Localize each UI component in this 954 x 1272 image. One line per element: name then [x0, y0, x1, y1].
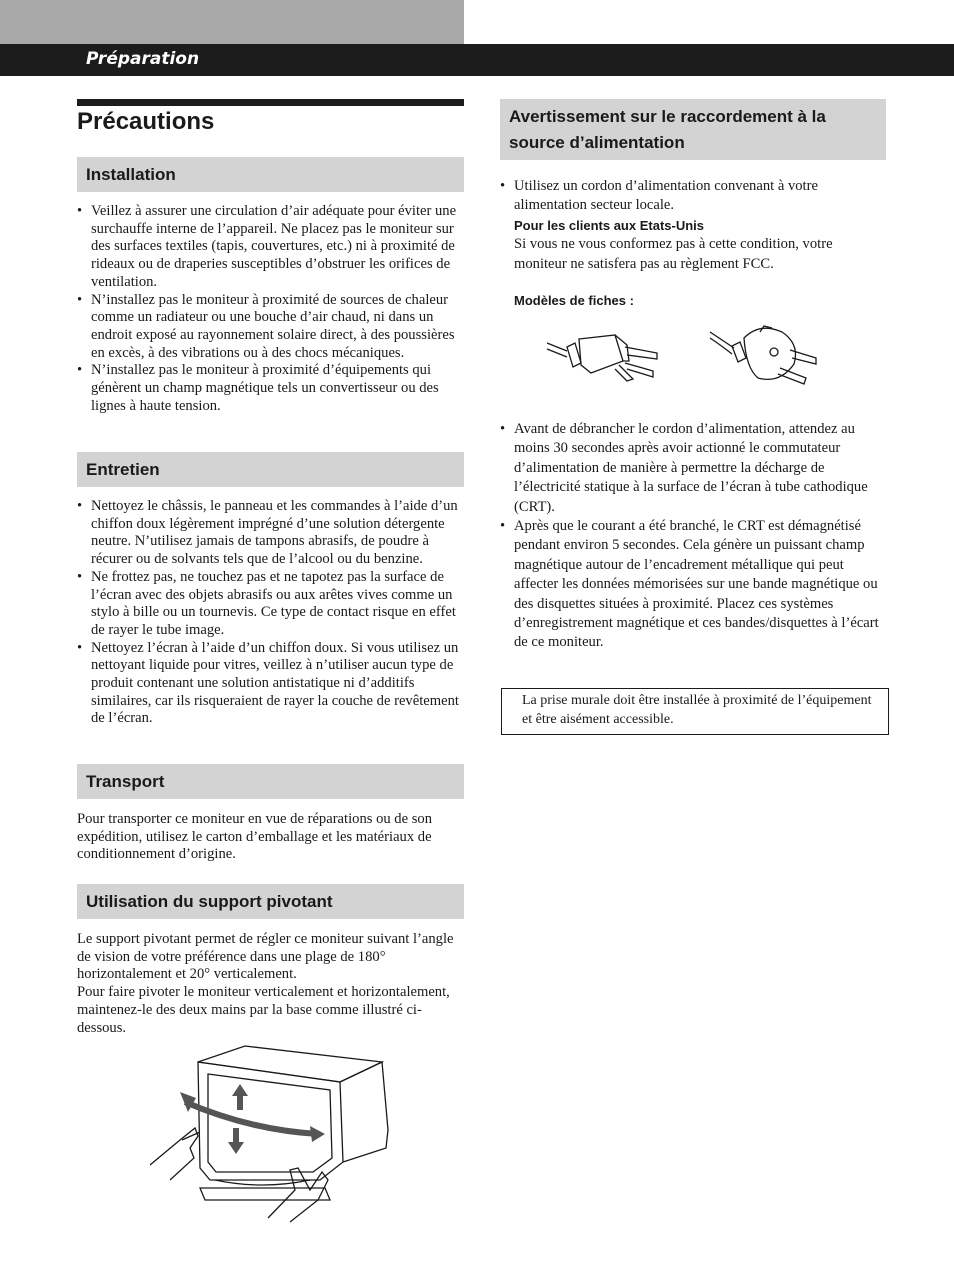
entretien-heading: Entretien [77, 452, 464, 487]
support-paragraph: Le support pivotant permet de régler ce moniteur suivant l’angle de vision de votre préférence dans une plage de 180° horizontalement et 20° verticalement. [77, 931, 454, 983]
list-item: • Nettoyez l’écran à l’aide d’un chiffon doux. Si vous utilisez un nettoyant liquide pour vitres, veillez à n’utiliser aucun type de produit contenant une solution antistatique ni d’additifs similaires, car ils risqueraient de rayer la couche de revêtement de l’écran. [77, 640, 467, 729]
avertissement-bullets [500, 420, 885, 653]
list-item: • N’installez pas le moniteur à proximité d’équipements qui génèrent un champ magnétique tels un convertisseur ou des lignes à haute tension. [77, 362, 467, 415]
list-item: • Avant de débrancher le cordon d’alimentation, attendez au moins 30 secondes après avoir actionné le commutateur d’alimentation de manière à permettre la décharge de l’électricité statique à la surface de l’écran à tube cathodique (CRT). [500, 420, 885, 517]
title-rule [77, 99, 464, 106]
power-cord-text: • Utilisez un cordon d’alimentation convenant à votre alimentation secteur locale. [514, 178, 818, 214]
transport-heading: Transport [77, 764, 464, 799]
us-clients-text: Si vous ne vous conformez pas à cette condition, votre moniteur ne satisfera pas au règlement FCC. [514, 236, 833, 272]
us-clients-label: Pour les clients aux Etats-Unis [514, 217, 705, 233]
list-item: • Nettoyez le châssis, le panneau et les commandes à l’aide d’un chiffon doux légèrement imprégné d’une solution détergente neutre. N’utilisez jamais de tampons abrasifs, de poudre à récurer ou de solvants tels que de l’alcool ou du benzine. [77, 498, 467, 569]
list-item: • N’installez pas le moniteur à proximité de sources de chaleur comme un radiateur ou une bouche d’air chaud, ni dans un endroit exposé au rayonnement solaire direct, à des poussières en excès, à des vibrations ou à des chocs mécaniques. [77, 292, 467, 363]
support-paragraph: Pour faire pivoter le moniteur verticalement et horizontalement, maintenez-le des deux mains par la base comme illustré ci-dessous. [77, 984, 450, 1036]
list-item: • Après que le courant a été branché, le CRT est démagnétisé pendant environ 5 secondes. Cela génère un puissant champ magnétique autour de l’encadrement métallique qui peut affecter les données mémorisées sur une bande magnétique ou des disquettes situées à proximité. Placez ces systèmes d’enregistrement magnétique et ces bandes/disquettes à l’écart de ce moniteur. [500, 517, 885, 653]
plug-models-label: Modèles de fiches : [514, 293, 634, 308]
us-plug-illustration [545, 325, 670, 385]
list-item [500, 177, 885, 274]
avertissement-heading: Avertissement sur le raccordement à la source d’alimentation [500, 99, 886, 160]
list-item: • Veillez à assurer une circulation d’air adéquate pour éviter une surchauffe interne de l’appareil. Ne placez pas le moniteur sur des surfaces textiles (tapis, couvertures, etc.) ni à proximité de rideaux ou de draperies susceptibles d’obstruer les orifices de ventilation. [77, 203, 467, 292]
page-title: Précautions [77, 108, 215, 135]
avertissement-intro [500, 177, 885, 274]
installation-heading: Installation [77, 157, 464, 192]
monitor-swivel-illustration [150, 1040, 395, 1230]
wall-outlet-notice: La prise murale doit être installée à proximité de l’équipement et être aisément accessible. [501, 688, 889, 735]
installation-text [77, 203, 467, 415]
support-heading: Utilisation du support pivotant [77, 884, 464, 919]
list-item: • Ne frottez pas, ne touchez pas et ne tapotez pas la surface de l’écran avec des objets abrasifs ou aux arêtes vives comme un stylo à bille ou un tournevis. Ce type de contact risque en effet de rayer le tube image. [77, 569, 467, 640]
support-text [77, 931, 467, 1037]
entretien-text [77, 498, 467, 728]
section-header: Préparation [86, 49, 200, 69]
eu-plug-illustration [708, 322, 823, 388]
transport-text: Pour transporter ce moniteur en vue de réparations ou de son expédition, utilisez le carton d’emballage et les matériaux de conditionnement d’origine. [77, 811, 433, 863]
